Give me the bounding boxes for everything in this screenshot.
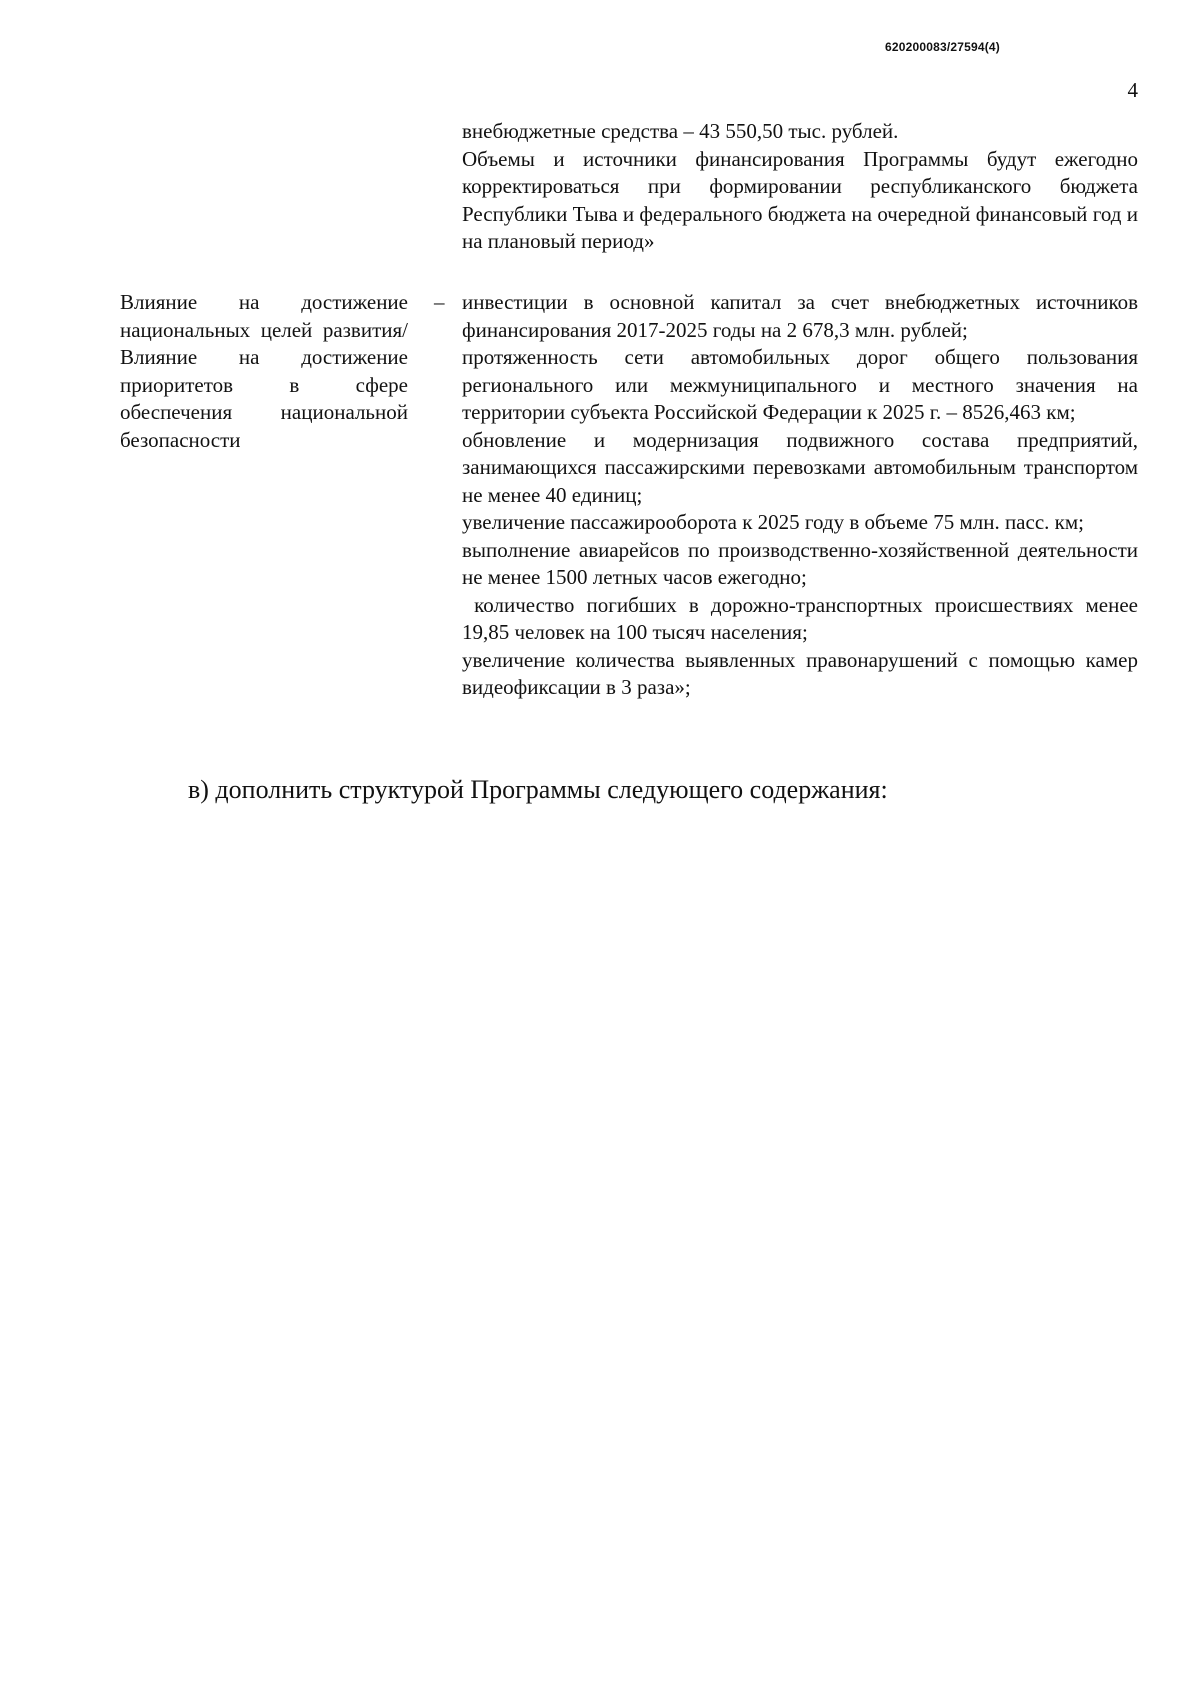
page-number: 4 [1127,78,1138,102]
impact-item-camera-violations: увеличение количества выявленных правонарушений с помощью камер видеофиксации в 3 раза»; [462,647,1138,699]
closing-instruction: в) дополнить структурой Программы следующего содержания: [188,775,888,804]
impact-item-road-network: протяженность сети автомобильных дорог общего пользования регионального или межмуниципального и местного значения на территории субъекта Российской Федерации к 2025 г. – 8526,463 км; [462,345,1138,424]
impact-label: Влияние на достижение национальных целей развития/ Влияние на достижение приоритетов в сфере обеспечения национальной безопасности [120,290,408,452]
impact-item-road-fatalities: количество погибших в дорожно-транспортных происшествиях менее 19,85 человек на 100 тысяч населения; [462,592,1144,644]
impact-item-passenger-turnover: увеличение пассажирооборота к 2025 году в объеме 75 млн. пасс. км; [462,510,1084,534]
document-id: 620200083/27594(4) [884,40,1000,54]
financing-block [462,118,1138,256]
impact-item-investments: инвестиции в основной капитал за счет внебюджетных источников финансирования 2017-2025 годы на 2 678,3 млн. рублей; [462,290,1138,342]
extrabudgetary-funds-line: внебюджетные средства – 43 550,50 тыс. рублей. [462,119,899,143]
impact-item-air-flights: выполнение авиарейсов по производственно-хозяйственной деятельности не менее 1500 летных часов ежегодно; [462,537,1138,589]
impact-items [462,289,1144,702]
impact-item-rolling-stock: обновление и модернизация подвижного состава предприятий, занимающихся пассажирскими перевозками автомобильным транспортом не менее 40 единиц; [462,427,1138,507]
financing-adjustment-paragraph: Объемы и источники финансирования Программы будут ежегодно корректироваться при формировании республиканского бюджета Республики Тыва и федерального бюджета на очередной финансовый год и на плановый период» [462,146,1138,253]
row-dash: – [434,290,445,314]
